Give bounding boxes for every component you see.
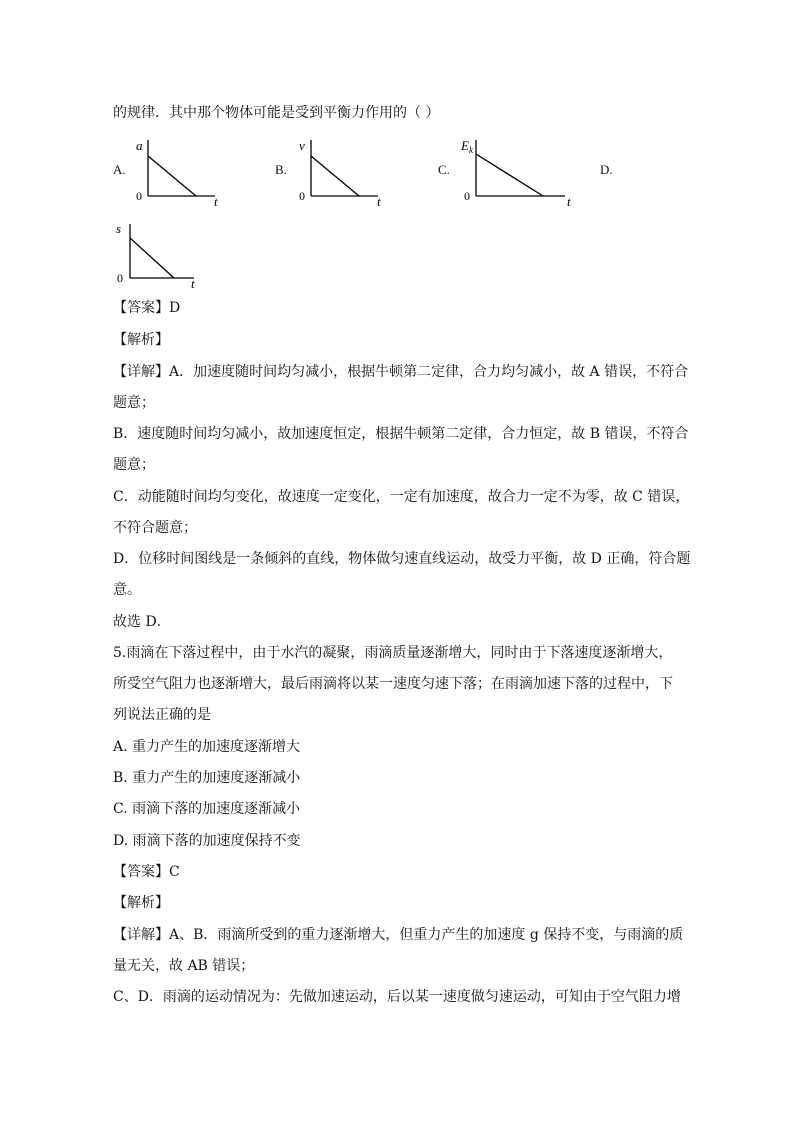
- q5-answer: 【答案】C: [113, 864, 180, 880]
- q4-explanation-line: B．速度随时间均匀减小，故加速度恒定，根据牛顿第二定律，合力恒定，故 B 错误，不符合: [113, 426, 689, 442]
- q5-stem-line: 所受空气阻力也逐渐增大，最后雨滴将以某一速度匀速下落；在雨滴加速下落的过程中，下: [113, 676, 673, 692]
- y-axis-symbol: E: [461, 138, 469, 153]
- origin-label: 0: [136, 189, 142, 203]
- q4-graph-a: [130, 134, 230, 218]
- graph-line: [130, 238, 174, 278]
- q4-option-b-label: B.: [275, 162, 287, 177]
- graph-line: [311, 156, 359, 196]
- q4-analysis-title: 【解析】: [113, 332, 169, 348]
- x-axis-label: t: [214, 194, 218, 209]
- q4-answer: 【答案】D: [113, 300, 181, 316]
- q5-option-b: B. 重力产生的加速度逐渐减小: [113, 770, 301, 786]
- q5-stem-line: 5.雨滴在下落过程中，由于水汽的凝聚，雨滴质量逐渐增大，同时由于下落速度逐渐增大，: [113, 645, 673, 661]
- q4-graph-d: [112, 218, 212, 302]
- q4-explanation-line: 题意；: [113, 457, 155, 473]
- y-axis-label: a: [136, 138, 143, 153]
- q4-stem: 的规律．其中那个物体可能是受到平衡力作用的（ ）: [113, 105, 440, 121]
- q4-graph-b: [293, 134, 393, 218]
- origin-label: 0: [464, 189, 470, 203]
- q5-analysis-title: 【解析】: [113, 895, 169, 911]
- q5-option-a: A. 重力产生的加速度逐渐增大: [113, 739, 301, 755]
- q4-option-c-label: C.: [438, 162, 450, 177]
- q4-option-a-label: A.: [113, 162, 126, 177]
- q5-stem-line: 列说法正确的是: [113, 707, 211, 723]
- q5-option-d: D. 雨滴下落的加速度保持不变: [113, 833, 301, 849]
- x-axis-label: t: [567, 194, 571, 209]
- x-axis-label: t: [377, 194, 381, 209]
- y-axis-label: v: [299, 138, 305, 153]
- q4-explanation-line: D．位移时间图线是一条倾斜的直线，物体做匀速直线运动，故受力平衡，故 D 正确，符合题: [113, 551, 691, 567]
- y-axis-label: [460, 138, 474, 155]
- q4-graph-c: [458, 134, 578, 218]
- origin-label: 0: [117, 271, 123, 285]
- graph-line: [148, 156, 196, 196]
- y-axis-subscript: k: [468, 145, 473, 155]
- q5-explanation-line: C、D．雨滴的运动情况为：先做加速运动，后以某一速度做匀速运动，可知由于空气阻力增: [113, 989, 681, 1005]
- q4-explanation-line: 题意；: [113, 395, 155, 411]
- origin-label: 0: [299, 189, 305, 203]
- q5-option-c: C. 雨滴下落的加速度逐渐减小: [113, 801, 301, 817]
- q4-explanation-line: 意。: [113, 582, 141, 598]
- q4-explanation-line: 【详解】A．加速度随时间均匀减小，根据牛顿第二定律，合力均匀减小，故 A 错误，不符合: [113, 364, 689, 380]
- q4-explanation-line: 不符合题意；: [113, 520, 197, 536]
- q5-explanation-line: 【详解】A、B．雨滴所受到的重力逐渐增大，但重力产生的加速度 g 保持不变，与雨滴的质: [113, 927, 684, 943]
- q4-conclusion: 故选 D．: [113, 614, 171, 630]
- x-axis-label: t: [191, 276, 195, 291]
- q4-explanation-line: C．动能随时间均匀变化，故速度一定变化，一定有加速度，故合力一定不为零，故 C 错误，: [113, 489, 690, 505]
- y-axis-label: s: [116, 221, 122, 236]
- q5-explanation-line: 量无关，故 AB 错误；: [113, 958, 255, 974]
- q4-option-d-label: D.: [600, 162, 613, 177]
- graph-line: [476, 154, 543, 196]
